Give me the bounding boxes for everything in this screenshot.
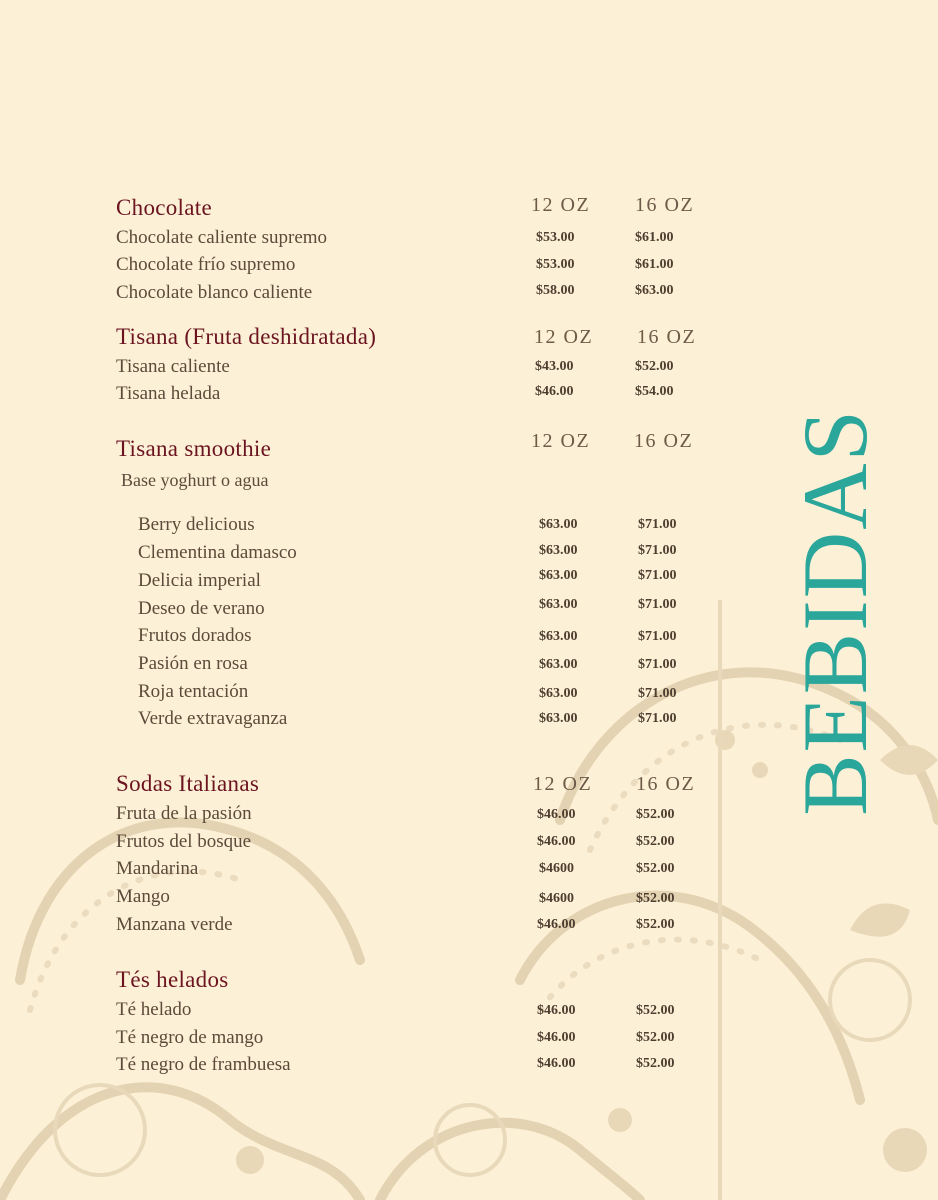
price-12oz: $63.00 — [539, 568, 578, 583]
size-label-16oz: 16 OZ — [636, 773, 696, 795]
price-16oz: $52.00 — [636, 834, 675, 849]
menu-item-name: Roja tentación — [138, 681, 249, 702]
price-12oz: $63.00 — [539, 657, 578, 672]
menu-item-name: Chocolate blanco caliente — [116, 282, 313, 303]
price-16oz: $71.00 — [638, 568, 677, 583]
menu-item-name: Té negro de frambuesa — [116, 1054, 291, 1075]
price-16oz: $71.00 — [638, 686, 677, 701]
menu-item-name: Té helado — [116, 999, 192, 1020]
section-title: Tisana (Fruta deshidratada) — [116, 324, 377, 349]
section-subtitle: Base yoghurt o agua — [121, 470, 269, 490]
price-16oz: $52.00 — [636, 1003, 675, 1018]
price-12oz: $58.00 — [536, 283, 575, 298]
menu-item-name: Chocolate frío supremo — [116, 254, 296, 275]
size-label-12oz: 12 OZ — [531, 430, 591, 452]
price-12oz: $46.00 — [537, 1003, 576, 1018]
menu-item-name: Berry delicious — [138, 514, 255, 535]
price-12oz: $46.00 — [535, 384, 574, 399]
section-title: Tisana smoothie — [116, 436, 272, 461]
price-16oz: $52.00 — [636, 1056, 675, 1071]
menu-item-name: Fruta de la pasión — [116, 803, 252, 824]
size-label-12oz: 12 OZ — [531, 194, 591, 216]
price-16oz: $52.00 — [636, 861, 675, 876]
menu-item-name: Verde extravaganza — [138, 708, 288, 729]
price-16oz: $54.00 — [635, 384, 674, 399]
size-label-12oz: 12 OZ — [533, 773, 593, 795]
price-12oz: $4600 — [539, 891, 574, 906]
price-12oz: $46.00 — [537, 1056, 576, 1071]
size-label-16oz: 16 OZ — [634, 430, 694, 452]
price-16oz: $71.00 — [638, 517, 677, 532]
menu-item-name: Delicia imperial — [138, 570, 261, 591]
menu-item-name: Pasión en rosa — [138, 653, 248, 674]
price-12oz: $46.00 — [537, 807, 576, 822]
vertical-title-bebidas: BEBIDAS — [784, 408, 886, 816]
price-12oz: $4600 — [539, 861, 574, 876]
price-12oz: $43.00 — [535, 359, 574, 374]
section-title: Tés helados — [116, 967, 229, 992]
menu-item-name: Mango — [116, 886, 170, 907]
price-16oz: $71.00 — [638, 629, 677, 644]
price-12oz: $63.00 — [539, 711, 578, 726]
price-16oz: $63.00 — [635, 283, 674, 298]
price-12oz: $63.00 — [539, 629, 578, 644]
price-16oz: $71.00 — [638, 543, 677, 558]
price-16oz: $71.00 — [638, 711, 677, 726]
menu-item-name: Clementina damasco — [138, 542, 297, 563]
price-16oz: $61.00 — [635, 257, 674, 272]
size-label-12oz: 12 OZ — [534, 326, 594, 348]
price-12oz: $46.00 — [537, 1030, 576, 1045]
menu-item-name: Chocolate caliente supremo — [116, 227, 328, 248]
price-16oz: $52.00 — [636, 891, 675, 906]
price-12oz: $63.00 — [539, 597, 578, 612]
price-16oz: $52.00 — [635, 359, 674, 374]
price-16oz: $52.00 — [636, 1030, 675, 1045]
menu-item-name: Frutos dorados — [138, 625, 252, 646]
menu-item-name: Mandarina — [116, 858, 199, 879]
price-16oz: $61.00 — [635, 230, 674, 245]
section-title: Sodas Italianas — [116, 771, 260, 796]
menu-item-name: Deseo de verano — [138, 598, 265, 619]
menu-item-name: Tisana helada — [116, 383, 221, 404]
menu-item-name: Té negro de mango — [116, 1027, 264, 1048]
price-12oz: $53.00 — [536, 230, 575, 245]
price-12oz: $63.00 — [539, 543, 578, 558]
price-16oz: $52.00 — [636, 807, 675, 822]
price-12oz: $63.00 — [539, 517, 578, 532]
price-16oz: $71.00 — [638, 597, 677, 612]
price-16oz: $71.00 — [638, 657, 677, 672]
menu-item-name: Frutos del bosque — [116, 831, 252, 852]
price-12oz: $46.00 — [537, 834, 576, 849]
price-12oz: $53.00 — [536, 257, 575, 272]
price-16oz: $52.00 — [636, 917, 675, 932]
size-label-16oz: 16 OZ — [635, 194, 695, 216]
price-12oz: $46.00 — [537, 917, 576, 932]
size-label-16oz: 16 OZ — [637, 326, 697, 348]
menu-item-name: Manzana verde — [116, 914, 233, 935]
menu-item-name: Tisana caliente — [116, 356, 230, 377]
price-12oz: $63.00 — [539, 686, 578, 701]
section-title: Chocolate — [116, 195, 212, 220]
